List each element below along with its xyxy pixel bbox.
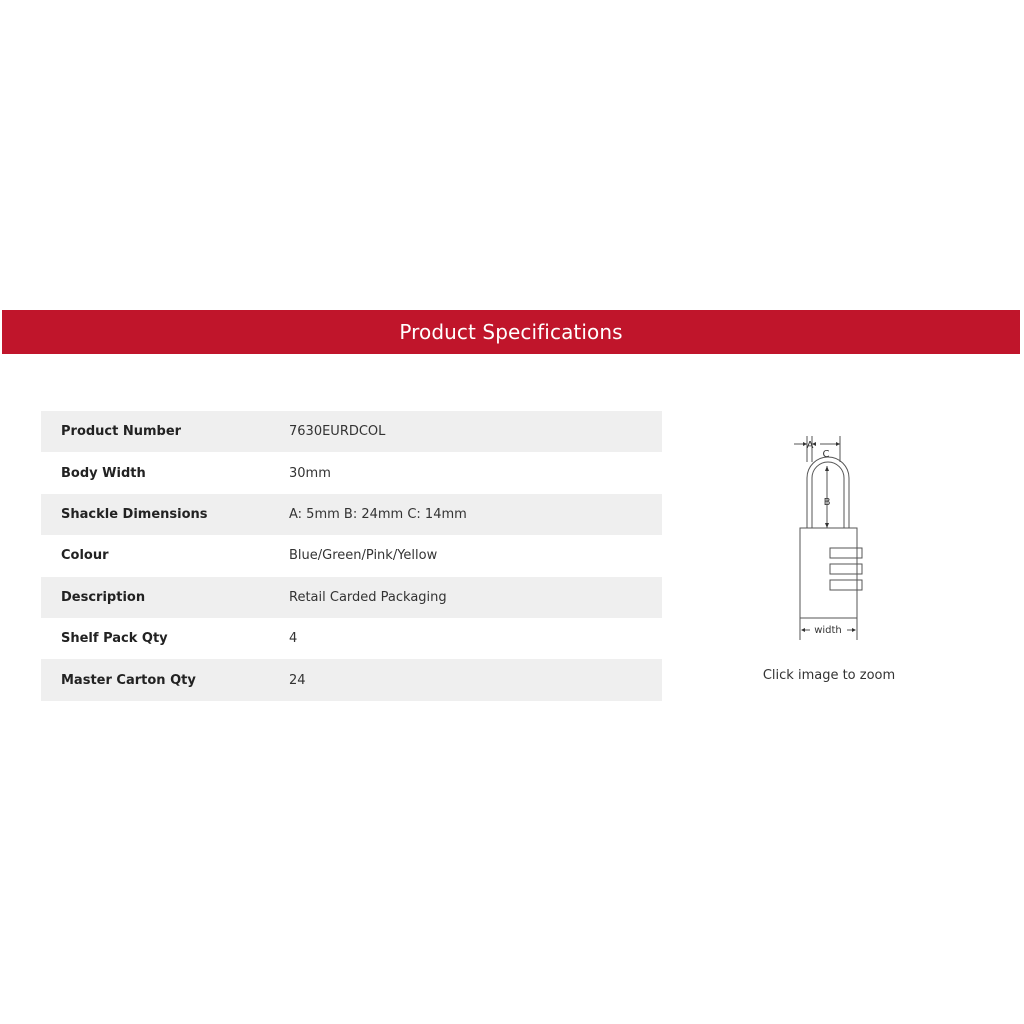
- spec-label: Product Number: [61, 424, 182, 440]
- spec-row-description: [41, 577, 662, 618]
- spec-row-shelf-pack-qty: [41, 618, 662, 659]
- spec-label: Description: [61, 589, 146, 605]
- specifications-table: [41, 411, 662, 701]
- dimension-label-b: B: [823, 497, 831, 508]
- dimension-label-a: A: [806, 440, 814, 451]
- spec-value: Retail Carded Packaging: [289, 589, 447, 605]
- spec-row-product-number: [41, 411, 662, 452]
- spec-value: 24: [289, 672, 306, 688]
- spec-row-body-width: [41, 452, 662, 493]
- spec-value: 30mm: [289, 465, 331, 481]
- spec-value: Blue/Green/Pink/Yellow: [289, 548, 438, 564]
- spec-value: 7630EURDCOL: [289, 424, 386, 440]
- banner-title: Product Specifications: [399, 320, 623, 344]
- dimension-label-width: width: [814, 625, 842, 636]
- spec-value: A: 5mm B: 24mm C: 14mm: [289, 506, 467, 522]
- spec-label: Colour: [61, 548, 109, 564]
- zoom-caption[interactable]: Click image to zoom: [762, 668, 896, 683]
- spec-row-master-carton-qty: [41, 659, 662, 700]
- specifications-banner: [2, 310, 1020, 354]
- spec-value: 4: [289, 631, 298, 647]
- spec-label: Body Width: [61, 465, 146, 481]
- spec-row-colour: [41, 535, 662, 576]
- spec-label: Shelf Pack Qty: [61, 631, 168, 647]
- spec-row-shackle-dimensions: [41, 494, 662, 535]
- spec-label: Master Carton Qty: [61, 672, 196, 688]
- padlock-dimension-diagram-icon[interactable]: [790, 432, 870, 646]
- spec-label: Shackle Dimensions: [61, 506, 208, 522]
- dimension-label-c: C: [822, 449, 830, 460]
